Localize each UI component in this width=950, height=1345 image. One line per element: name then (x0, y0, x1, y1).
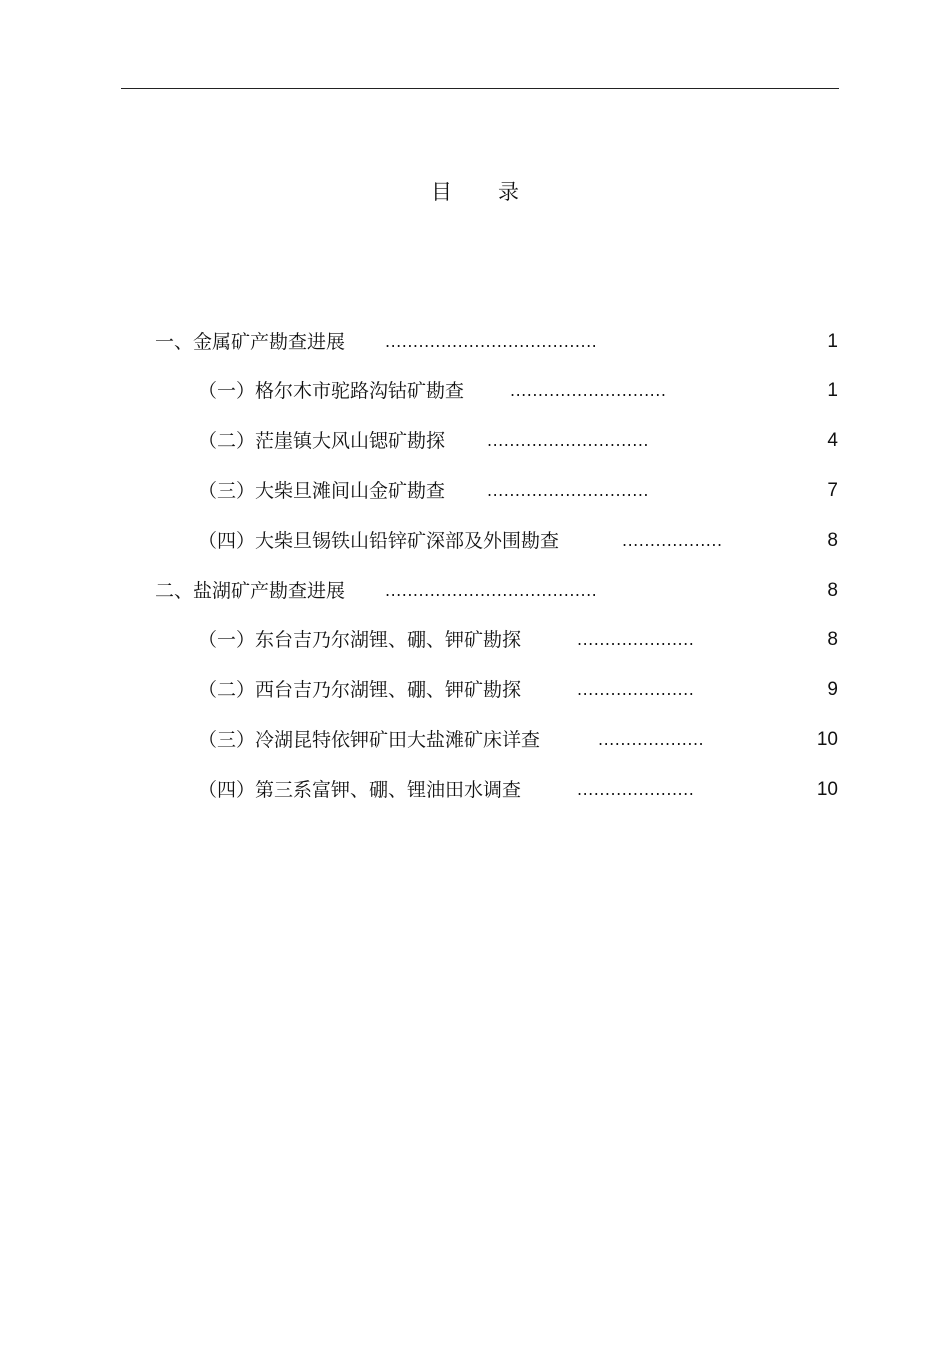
toc-entry-page: 4 (827, 430, 838, 451)
toc-entry-leader: ..................... (577, 680, 695, 699)
toc-entry-label: （四）大柴旦锡铁山铅锌矿深部及外围勘查 (198, 530, 560, 552)
toc-entry-label: （一）格尔木市驼路沟钴矿勘查 (198, 380, 465, 402)
header-rule (121, 88, 839, 89)
toc-title (0, 178, 950, 206)
toc-entry-label: 一、金属矿产勘查进展 (155, 331, 346, 353)
toc-entry-label: （二）茫崖镇大风山锶矿勘探 (198, 430, 446, 452)
toc-title-char-2: 录 (498, 180, 519, 204)
toc-entry-label: （一）东台吉乃尔湖锂、硼、钾矿勘探 (198, 629, 522, 651)
toc-entry-page: 1 (827, 380, 838, 401)
toc-entry-leader: .................. (622, 531, 723, 550)
toc-entry-page: 8 (827, 580, 838, 601)
toc-entry[interactable] (155, 575, 838, 607)
toc-entry-leader: ..................... (577, 780, 695, 799)
toc-entry[interactable] (198, 774, 838, 806)
toc-entry-page: 7 (827, 480, 838, 501)
toc-entry[interactable] (198, 375, 838, 407)
toc-entry[interactable] (198, 425, 838, 457)
toc-entry-label: 二、盐湖矿产勘查进展 (155, 580, 346, 602)
toc-entry[interactable] (198, 674, 838, 706)
toc-entry-page: 1 (827, 331, 838, 352)
toc-entry[interactable] (198, 724, 838, 756)
toc-entry-leader: ............................. (487, 481, 649, 500)
toc-entry[interactable] (198, 475, 838, 507)
toc-entry-leader: ............................ (510, 381, 667, 400)
toc-entry[interactable] (155, 326, 838, 358)
toc-entry-page: 8 (827, 629, 838, 650)
toc-entry[interactable] (198, 525, 838, 557)
toc-entry-page: 8 (827, 530, 838, 551)
toc-entry-leader: ...................................... (385, 332, 598, 351)
toc-entry-page: 10 (816, 729, 838, 750)
toc-entry-label: （三）冷湖昆特依钾矿田大盐滩矿床详查 (198, 729, 541, 751)
toc-entry-page: 10 (816, 779, 838, 800)
toc-entry-label: （四）第三系富钾、硼、锂油田水调查 (198, 779, 522, 801)
toc-entry-label: （二）西台吉乃尔湖锂、硼、钾矿勘探 (198, 679, 522, 701)
toc-entry-leader: ................... (598, 730, 705, 749)
toc-entry-leader: ............................. (487, 431, 649, 450)
toc-entry[interactable] (198, 624, 838, 656)
toc-entry-leader: ...................................... (385, 581, 598, 600)
toc-entry-page: 9 (827, 679, 838, 700)
toc-entry-label: （三）大柴旦滩间山金矿勘查 (198, 480, 446, 502)
toc-entry-leader: ..................... (577, 630, 695, 649)
toc-title-char-1: 目 (431, 180, 452, 204)
